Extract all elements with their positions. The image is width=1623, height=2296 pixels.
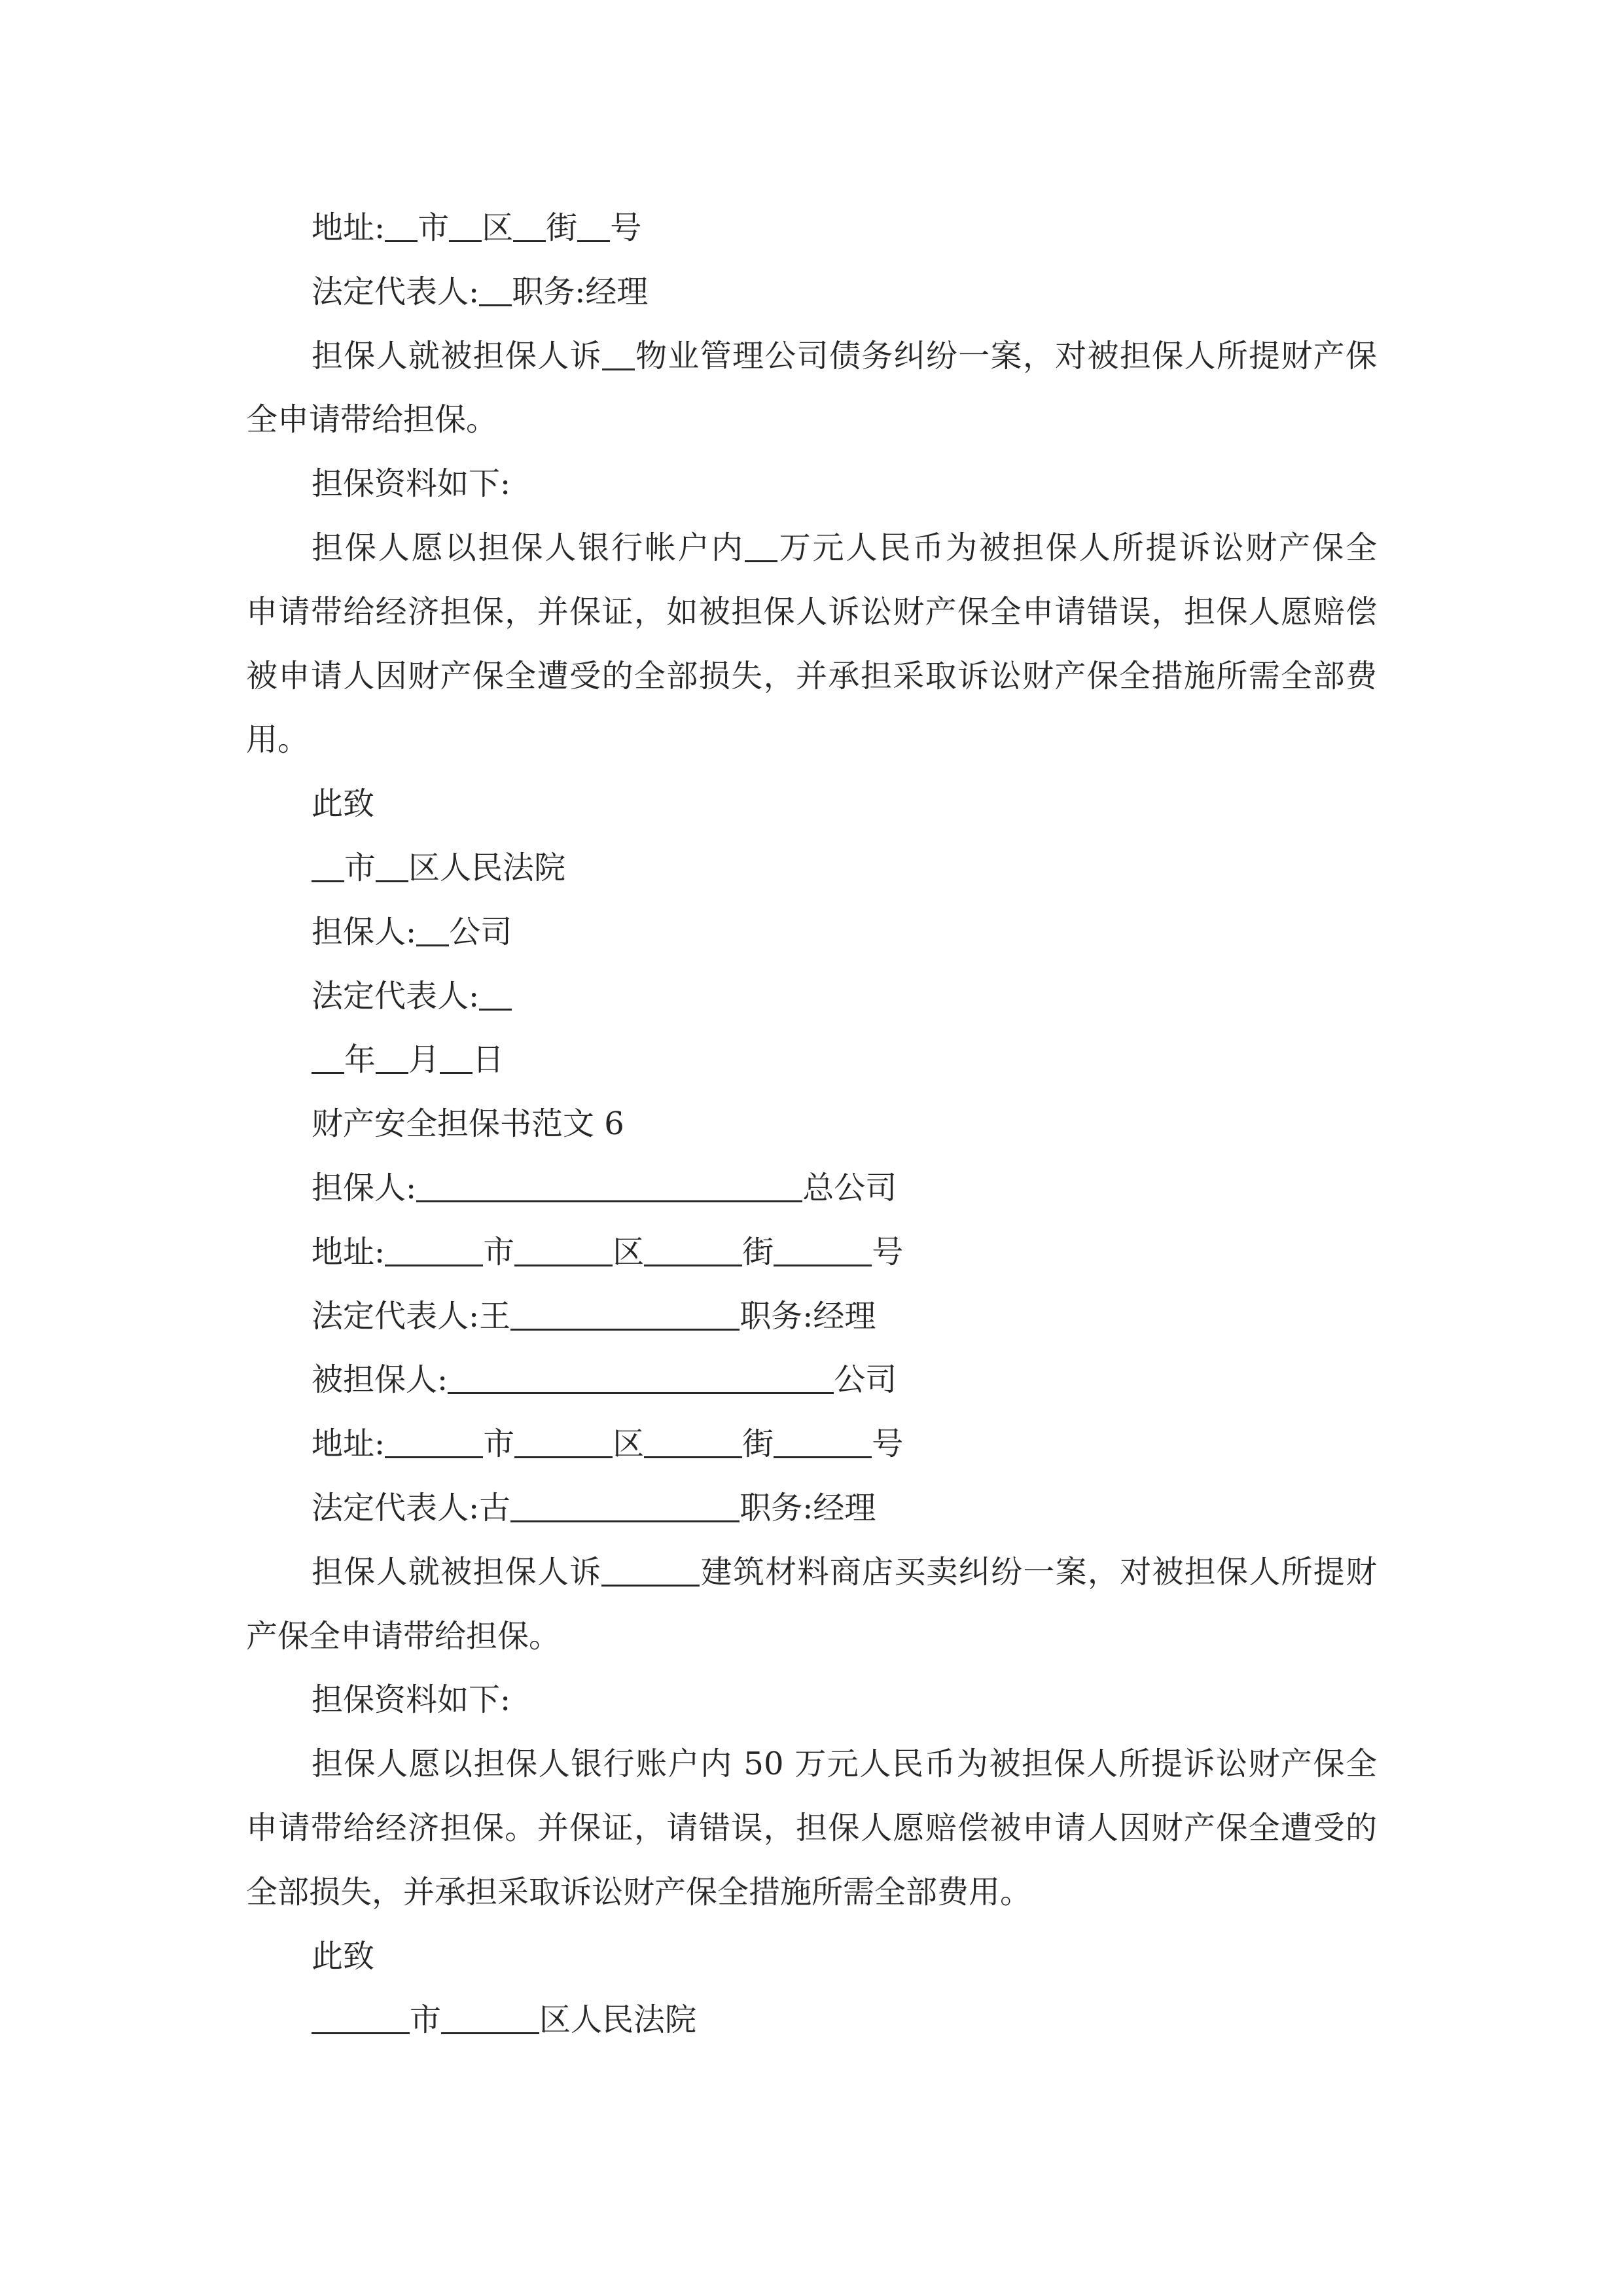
blank xyxy=(601,1552,700,1587)
paragraph-line: 全部损失，并承担采取诉讼财产保全措施所需全部费用。 xyxy=(246,1873,1032,1910)
blank xyxy=(312,848,344,882)
blank xyxy=(514,1424,613,1458)
legal-rep-line-3: 法定代表人:古 职务:经理 xyxy=(246,1477,1377,1541)
blank xyxy=(513,207,546,242)
blank xyxy=(510,1296,740,1331)
court-line: 市 区人民法院 xyxy=(246,836,1377,901)
document-body xyxy=(246,196,1377,2053)
paragraph-line: 担保人就被担保人诉 物业管理公司债务纠纷一案，对被担保人所提财产保 xyxy=(246,325,1377,389)
section-heading: 担保资料如下: xyxy=(312,1681,511,1719)
address-line-2: 地址: 市 区 街 号 xyxy=(246,1221,1377,1285)
blank xyxy=(449,207,482,242)
paragraph-line: 担保人就被担保人诉 建筑材料商店买卖纠纷一案，对被担保人所提财 xyxy=(246,1541,1377,1605)
section-heading: 担保资料如下: xyxy=(312,465,511,503)
blank xyxy=(514,1232,613,1266)
salutation: 此致 xyxy=(312,785,375,823)
district-label: 区 xyxy=(482,209,514,246)
paragraph-line: 用。 xyxy=(246,721,310,759)
blank xyxy=(479,976,512,1011)
legal-rep-sign-line: 法定代表人: xyxy=(246,965,1377,1029)
legal-rep-line-2: 法定代表人:王 职务:经理 xyxy=(246,1285,1377,1349)
legal-rep-label: 法定代表人: xyxy=(312,273,480,310)
blank xyxy=(376,848,408,882)
guaranteed-party-line: 被担保人: 公司 xyxy=(246,1348,1377,1412)
guarantor-sign-line: 担保人: 公司 xyxy=(246,901,1377,965)
paragraph-line: 担保人愿以担保人银行账户内 50 万元人民币为被担保人所提诉讼财产保全 xyxy=(312,1746,1377,1783)
blank xyxy=(774,1232,872,1266)
address-line-3: 地址: 市 区 街 号 xyxy=(246,1412,1377,1477)
blank xyxy=(479,272,512,306)
blank xyxy=(644,1424,742,1458)
blank xyxy=(385,1232,483,1266)
blank xyxy=(745,528,777,562)
blank xyxy=(416,912,449,946)
blank xyxy=(385,207,418,242)
paragraph-line: 被申请人因财产保全遭受的全部损失，并承担采取诉讼财产保全措施所需全部费 xyxy=(246,657,1377,694)
blank xyxy=(312,2000,410,2034)
blank xyxy=(416,1168,802,1202)
street-label: 街 xyxy=(546,209,578,246)
blank xyxy=(774,1424,872,1458)
salutation: 此致 xyxy=(312,1937,375,1975)
blank xyxy=(448,1359,834,1394)
blank xyxy=(577,207,610,242)
blank xyxy=(312,1039,344,1074)
paragraph-line: 担保人愿以担保人银行帐户内 万元人民币为被担保人所提诉讼财产保全 xyxy=(246,516,1377,581)
address-line-1 xyxy=(246,196,1377,260)
blank xyxy=(644,1232,742,1266)
guarantor-line: 担保人: 总公司 xyxy=(246,1157,1377,1221)
section-title: 财产安全担保书范文 6 xyxy=(312,1105,624,1143)
blank xyxy=(440,1039,473,1074)
paragraph-line: 申请带给经济担保。并保证，请错误，担保人愿赔偿被申请人因财产保全遭受的 xyxy=(246,1809,1377,1846)
court-line: 市 区人民法院 xyxy=(246,1988,1377,2053)
blank xyxy=(441,2000,539,2034)
blank xyxy=(510,1488,740,1522)
paragraph-line: 产保全申请带给担保。 xyxy=(246,1617,561,1655)
blank xyxy=(602,336,635,370)
city-label: 市 xyxy=(418,209,450,246)
paragraph-line: 全申请带给担保。 xyxy=(246,401,498,439)
address-label: 地址: xyxy=(312,209,385,246)
blank xyxy=(385,1424,483,1458)
date-line: 年 月 日 xyxy=(246,1028,1377,1092)
paragraph-line: 申请带给经济担保，并保证，如被担保人诉讼财产保全申请错误，担保人愿赔偿 xyxy=(246,593,1377,630)
legal-rep-line-1 xyxy=(246,260,1377,325)
blank xyxy=(376,1039,408,1074)
number-label: 号 xyxy=(610,209,642,246)
position-label: 职务:经理 xyxy=(512,273,649,310)
